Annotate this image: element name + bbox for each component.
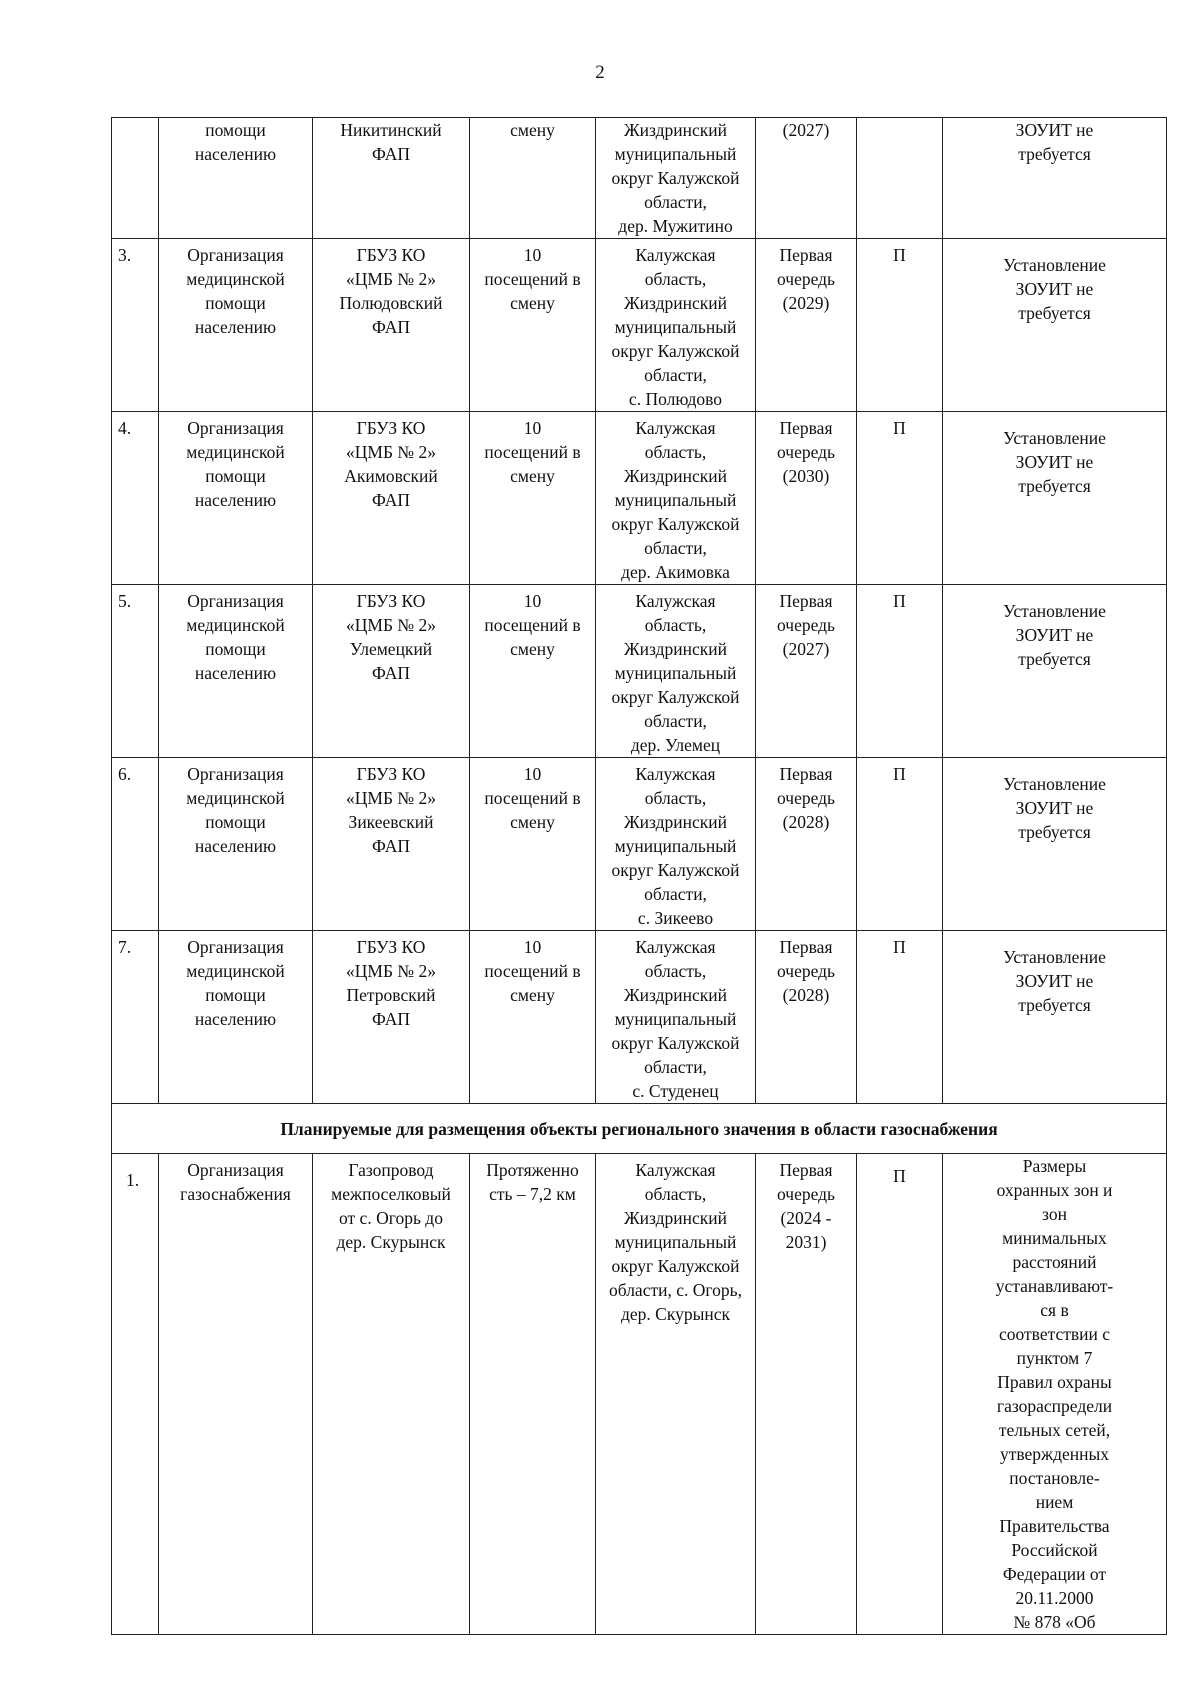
table-row	[112, 118, 1167, 239]
location-cell: Калужская область, Жиздринский муниципальный округ Калужской области, с. Студенец	[596, 931, 756, 1104]
object-name-cell: ГБУЗ КО «ЦМБ № 2» Акимовский ФАП	[313, 412, 470, 585]
location-cell: Калужская область, Жиздринский муниципальный округ Калужской области, с. Огорь, дер. Скурынск	[596, 1154, 756, 1635]
zone-cell: Размеры охранных зон и зон минимальных расстояний устанавливают- ся в соответствии с пунктом 7 Правил охраны газораспредели тельных сетей, утвержденных постановле- нием Правительства Российской Федерации от 20.11.2000 № 878 «Об	[943, 1154, 1167, 1635]
objects-table	[111, 117, 1167, 1635]
zone-cell: Установление ЗОУИТ не требуется	[943, 585, 1167, 758]
table-row	[112, 412, 1167, 585]
table-row	[112, 1154, 1167, 1635]
object-name-cell: ГБУЗ КО «ЦМБ № 2» Петровский ФАП	[313, 931, 470, 1104]
table-row	[112, 931, 1167, 1104]
page-number: 2	[595, 62, 605, 83]
object-name-cell: Никитинский ФАП	[313, 118, 470, 239]
purpose-cell: Организация медицинской помощи населению	[159, 412, 313, 585]
capacity-cell: Протяженно сть – 7,2 км	[470, 1154, 596, 1635]
status-cell: П	[857, 412, 943, 585]
stage-cell: Первая очередь (2028)	[756, 758, 857, 931]
capacity-cell: 10 посещений в смену	[470, 585, 596, 758]
status-cell: П	[857, 585, 943, 758]
location-cell: Калужская область, Жиздринский муниципальный округ Калужской области, дер. Акимовка	[596, 412, 756, 585]
location-cell: Жиздринский муниципальный округ Калужской области, дер. Мужитино	[596, 118, 756, 239]
zone-cell: Установление ЗОУИТ не требуется	[943, 931, 1167, 1104]
zone-cell: Установление ЗОУИТ не требуется	[943, 412, 1167, 585]
stage-cell: Первая очередь (2030)	[756, 412, 857, 585]
table-row	[112, 758, 1167, 931]
zone-cell: Установление ЗОУИТ не требуется	[943, 239, 1167, 412]
row-number: 6.	[112, 758, 159, 931]
capacity-cell: 10 посещений в смену	[470, 758, 596, 931]
stage-cell: Первая очередь (2029)	[756, 239, 857, 412]
status-cell	[857, 118, 943, 239]
status-cell: П	[857, 931, 943, 1104]
object-name-cell: Газопровод межпоселковый от с. Огорь до дер. Скурынск	[313, 1154, 470, 1635]
capacity-cell: смену	[470, 118, 596, 239]
stage-cell: Первая очередь (2027)	[756, 585, 857, 758]
status-cell: П	[857, 239, 943, 412]
row-number: 7.	[112, 931, 159, 1104]
purpose-cell: Организация медицинской помощи населению	[159, 239, 313, 412]
purpose-cell: Организация газоснабжения	[159, 1154, 313, 1635]
zone-cell: ЗОУИТ не требуется	[943, 118, 1167, 239]
stage-cell: Первая очередь (2024 - 2031)	[756, 1154, 857, 1635]
object-name-cell: ГБУЗ КО «ЦМБ № 2» Зикеевский ФАП	[313, 758, 470, 931]
row-number: 3.	[112, 239, 159, 412]
capacity-cell: 10 посещений в смену	[470, 239, 596, 412]
status-cell: П	[857, 1154, 943, 1635]
status-cell: П	[857, 758, 943, 931]
table-row	[112, 585, 1167, 758]
purpose-cell: Организация медицинской помощи населению	[159, 585, 313, 758]
section-header-row	[112, 1104, 1167, 1154]
section-title: Планируемые для размещения объекты регионального значения в области газоснабжения	[112, 1104, 1167, 1154]
row-number: 5.	[112, 585, 159, 758]
purpose-cell: Организация медицинской помощи населению	[159, 758, 313, 931]
stage-cell: Первая очередь (2028)	[756, 931, 857, 1104]
purpose-cell: помощи населению	[159, 118, 313, 239]
location-cell: Калужская область, Жиздринский муниципальный округ Калужской области, с. Зикеево	[596, 758, 756, 931]
capacity-cell: 10 посещений в смену	[470, 931, 596, 1104]
capacity-cell: 10 посещений в смену	[470, 412, 596, 585]
object-name-cell: ГБУЗ КО «ЦМБ № 2» Полюдовский ФАП	[313, 239, 470, 412]
row-number: 1.	[112, 1154, 159, 1635]
row-number: 4.	[112, 412, 159, 585]
purpose-cell: Организация медицинской помощи населению	[159, 931, 313, 1104]
object-name-cell: ГБУЗ КО «ЦМБ № 2» Улемецкий ФАП	[313, 585, 470, 758]
row-number	[112, 118, 159, 239]
stage-cell: (2027)	[756, 118, 857, 239]
location-cell: Калужская область, Жиздринский муниципальный округ Калужской области, с. Полюдово	[596, 239, 756, 412]
location-cell: Калужская область, Жиздринский муниципальный округ Калужской области, дер. Улемец	[596, 585, 756, 758]
zone-cell: Установление ЗОУИТ не требуется	[943, 758, 1167, 931]
table-row	[112, 239, 1167, 412]
